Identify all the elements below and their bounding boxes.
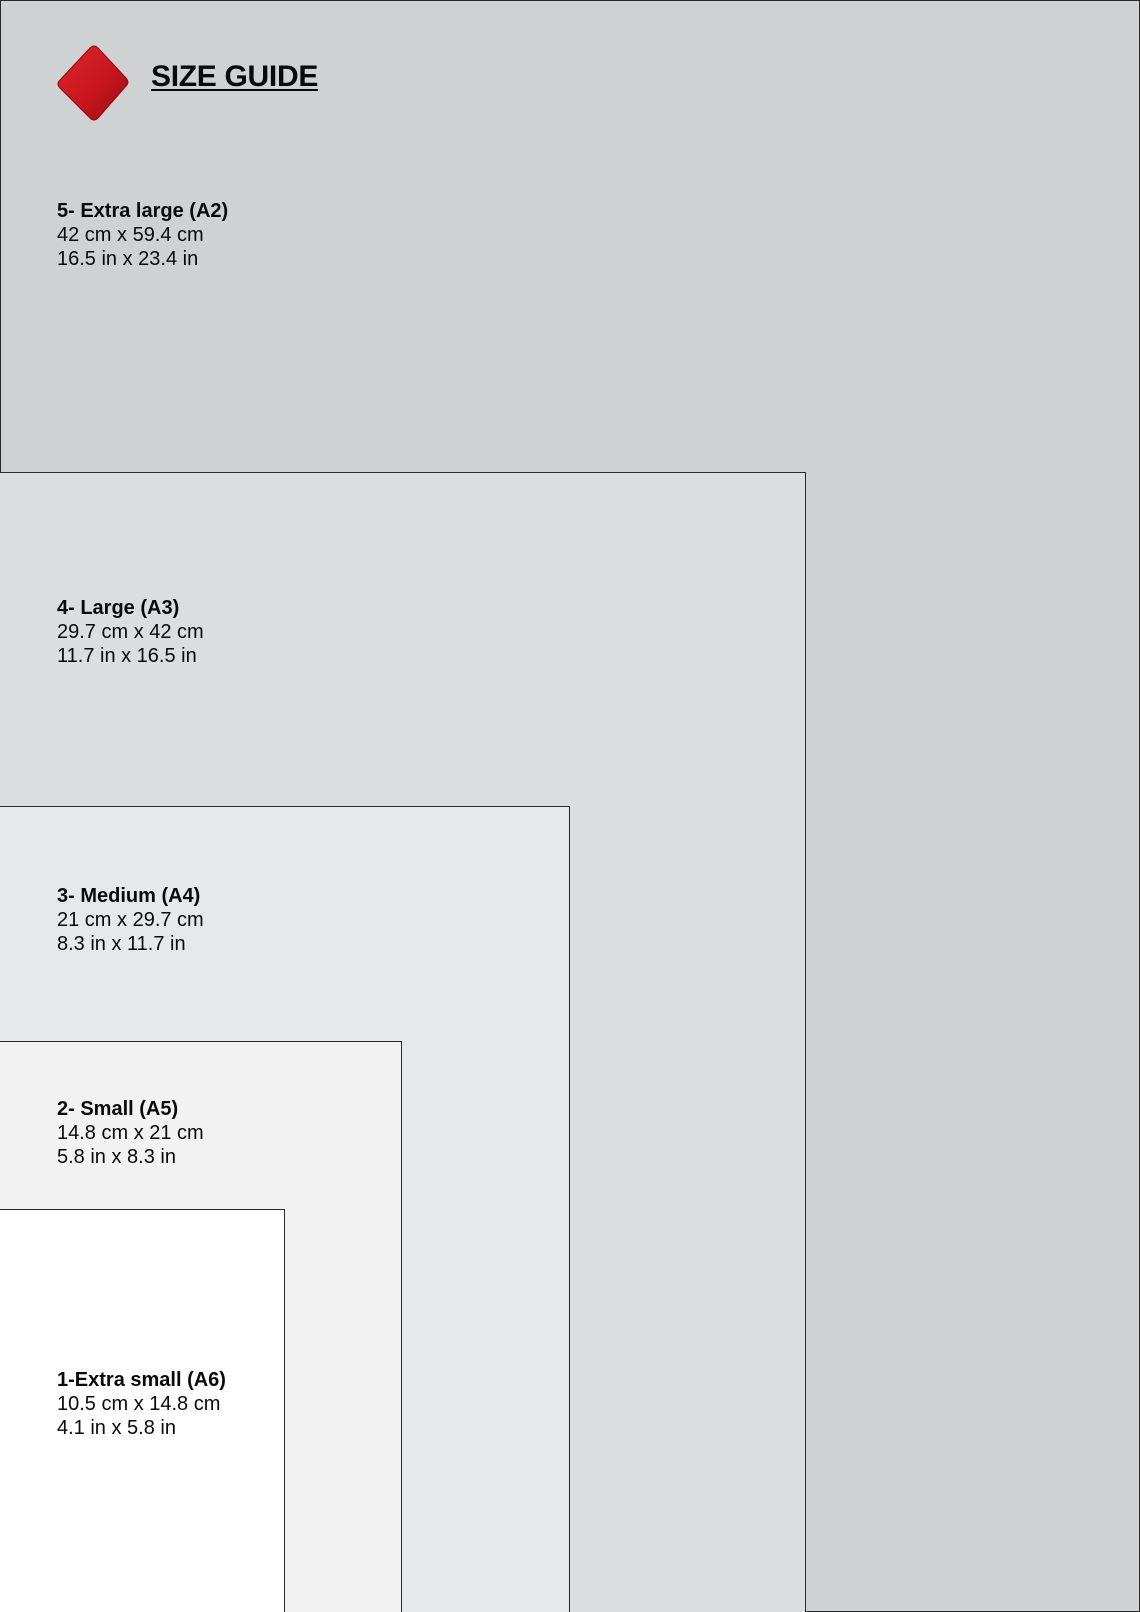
size-cm: 10.5 cm x 14.8 cm — [57, 1393, 221, 1415]
size-cm: 42 cm x 59.4 cm — [57, 224, 204, 246]
size-label-a5 — [57, 1097, 204, 1169]
size-label-a4 — [57, 884, 204, 956]
size-in: 4.1 in x 5.8 in — [57, 1417, 176, 1439]
size-in: 11.7 in x 16.5 in — [57, 645, 197, 667]
size-in: 8.3 in x 11.7 in — [57, 933, 186, 955]
size-label-a2 — [57, 199, 228, 271]
size-name: 4- Large (A3) — [57, 597, 180, 619]
size-cm: 29.7 cm x 42 cm — [57, 621, 204, 643]
size-name: 1-Extra small (A6) — [57, 1369, 226, 1391]
size-name: 3- Medium (A4) — [57, 885, 201, 907]
red-diamond-icon — [56, 44, 132, 129]
size-name: 2- Small (A5) — [57, 1098, 179, 1120]
size-in: 5.8 in x 8.3 in — [57, 1146, 176, 1168]
size-in: 16.5 in x 23.4 in — [57, 248, 199, 270]
page-title: SIZE GUIDE — [151, 60, 319, 93]
size-name: 5- Extra large (A2) — [57, 200, 229, 222]
size-label-a6 — [57, 1368, 226, 1440]
size-cm: 21 cm x 29.7 cm — [57, 909, 204, 931]
size-label-a3 — [57, 596, 204, 668]
size-cm: 14.8 cm x 21 cm — [57, 1122, 204, 1144]
